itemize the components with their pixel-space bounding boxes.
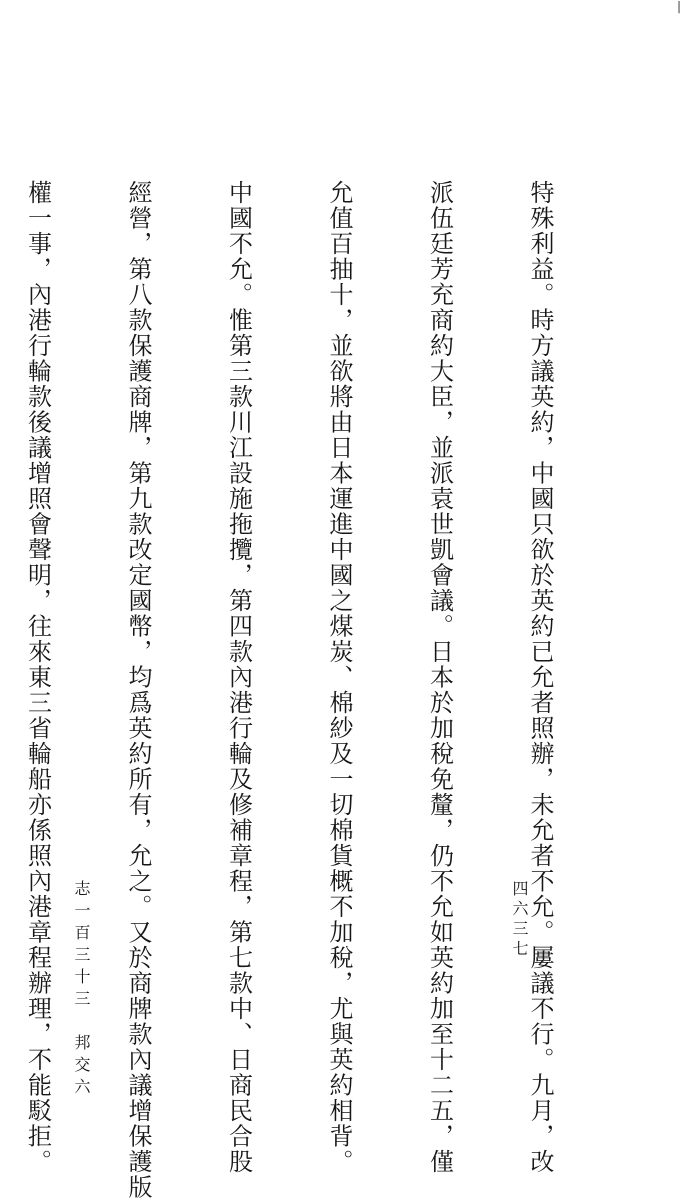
running-head: 志一百三十三 邦交六 [72, 880, 91, 1100]
text-column: 派伍廷芳充商約大臣，並派袁世凱會議。日本於加稅免釐，仍不允如英約加至十二五，僅 [425, 180, 454, 1175]
text-column: 權一事，內港行輪款後議增照會聲明，往來東三省輪船亦係照內港章程辦理，不能駁拒。 [23, 180, 52, 1175]
page-number: 四六三七 [510, 880, 529, 960]
corner-mark: | [676, 0, 681, 13]
text-column: 中國不允。惟第三款川江設施拖攬，第四款內港行輪及修補章程，第七款中、日商民合股 [224, 180, 253, 1175]
text-column: 特殊利益。時方議英約，中國只欲於英約已允者照辦，未允者不允。屢議不行。九月，改 [526, 180, 554, 1175]
text-column: 經營，第八款保護商牌，第九款改定國幣，均爲英約所有，允之。又於商牌款內議增保護版 [124, 180, 152, 1200]
text-column: 允值百抽十，並欲將由日本運進中國之煤炭、棉紗及一切棉貨概不加稅，尤與英約相背。 [325, 180, 353, 1175]
